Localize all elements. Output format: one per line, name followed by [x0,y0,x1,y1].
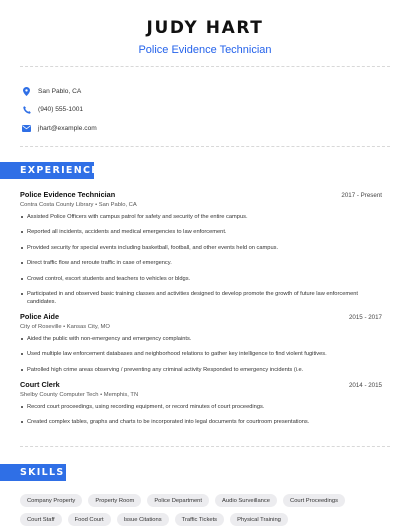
phone-text[interactable]: (940) 555-1001 [38,106,84,114]
skill-chip: Property Room [88,494,141,507]
job-bullet: Created complex tables, graphs and charts to be incorporated into legal documents for courtroom presentations. [20,418,382,426]
job-bullet: Record court proceedings, using recording equipment, or record minutes of court proceedings. [20,403,382,411]
experience-section-heading: EXPERIENCE [0,162,94,179]
skill-chip: Police Department [147,494,209,507]
candidate-name: JUDY HART [146,18,264,38]
contact-email [22,119,97,138]
job-bullets [20,213,382,306]
experience-item [20,380,382,434]
job-bullet: Reported all incidents, accidents and medical emergencies to law enforcement. [20,228,382,236]
contact-divider [20,146,390,147]
job-bullets [20,335,382,374]
email-text[interactable]: jhart@example.com [38,124,97,132]
location-text: San Pablo, CA [38,87,82,95]
candidate-title: Police Evidence Technician [138,44,272,56]
location-pin-icon [22,87,31,96]
contact-list [22,82,97,138]
job-bullet: Used multiple law enforcement databases and neighborhood relations to gather key intelligence to find violent fugitives. [20,350,382,358]
job-bullet: Crowd control, escort students and teachers to vehicles or bldgs. [20,275,382,283]
skill-chip: Issue Citations [117,513,169,526]
job-title: Court Clerk [20,380,60,389]
skill-chip: Court Staff [20,513,62,526]
job-bullet: Patrolled high crime areas observing / preventing any criminal activity Responded to emergency incidents (i.e. [20,366,382,374]
job-bullet: Assisted Police Officers with campus patrol for safety and security of the entire campus. [20,213,382,221]
resume-header [0,0,410,56]
job-date: 2015 - 2017 [348,314,382,321]
experience-divider [20,446,390,447]
experience-item [20,312,382,381]
skills-list [20,494,390,526]
job-employer: City of Roseville • Kansas City, MO [20,324,110,330]
envelope-icon [22,124,31,133]
skills-section-heading: SKILLS [0,464,66,481]
job-title: Police Evidence Technician [20,190,116,199]
job-bullet: Provided security for special events including basketball, football, and other events held on campus. [20,244,382,252]
job-bullet: Aided the public with non-emergency and emergency complaints. [20,335,382,343]
job-employer: Contra Costa County Library • San Pablo, CA [20,202,137,208]
job-bullet: Participated in and observed basic training classes and activities designed to develop promote the growth of future law enforcement candidates. [20,290,382,306]
job-bullet: Direct traffic flow and reroute traffic in case of emergency. [20,259,382,267]
job-bullets [20,403,382,426]
job-date: 2017 - Present [341,192,382,199]
job-title: Police Aide [20,312,60,321]
job-employer: Shelby County Computer Tech • Memphis, TN [20,392,139,398]
header-divider [20,66,390,67]
skill-chip: Company Property [20,494,82,507]
skill-chip: Physical Training [230,513,288,526]
contact-location [22,82,97,101]
skill-chip: Food Court [68,513,111,526]
contact-phone [22,101,97,120]
skill-chip: Traffic Tickets [175,513,224,526]
skill-chip: Court Proceedings [283,494,345,507]
experience-item [20,190,382,313]
phone-icon [22,105,31,114]
skill-chip: Audio Surveillance [215,494,277,507]
job-date: 2014 - 2015 [348,382,382,389]
